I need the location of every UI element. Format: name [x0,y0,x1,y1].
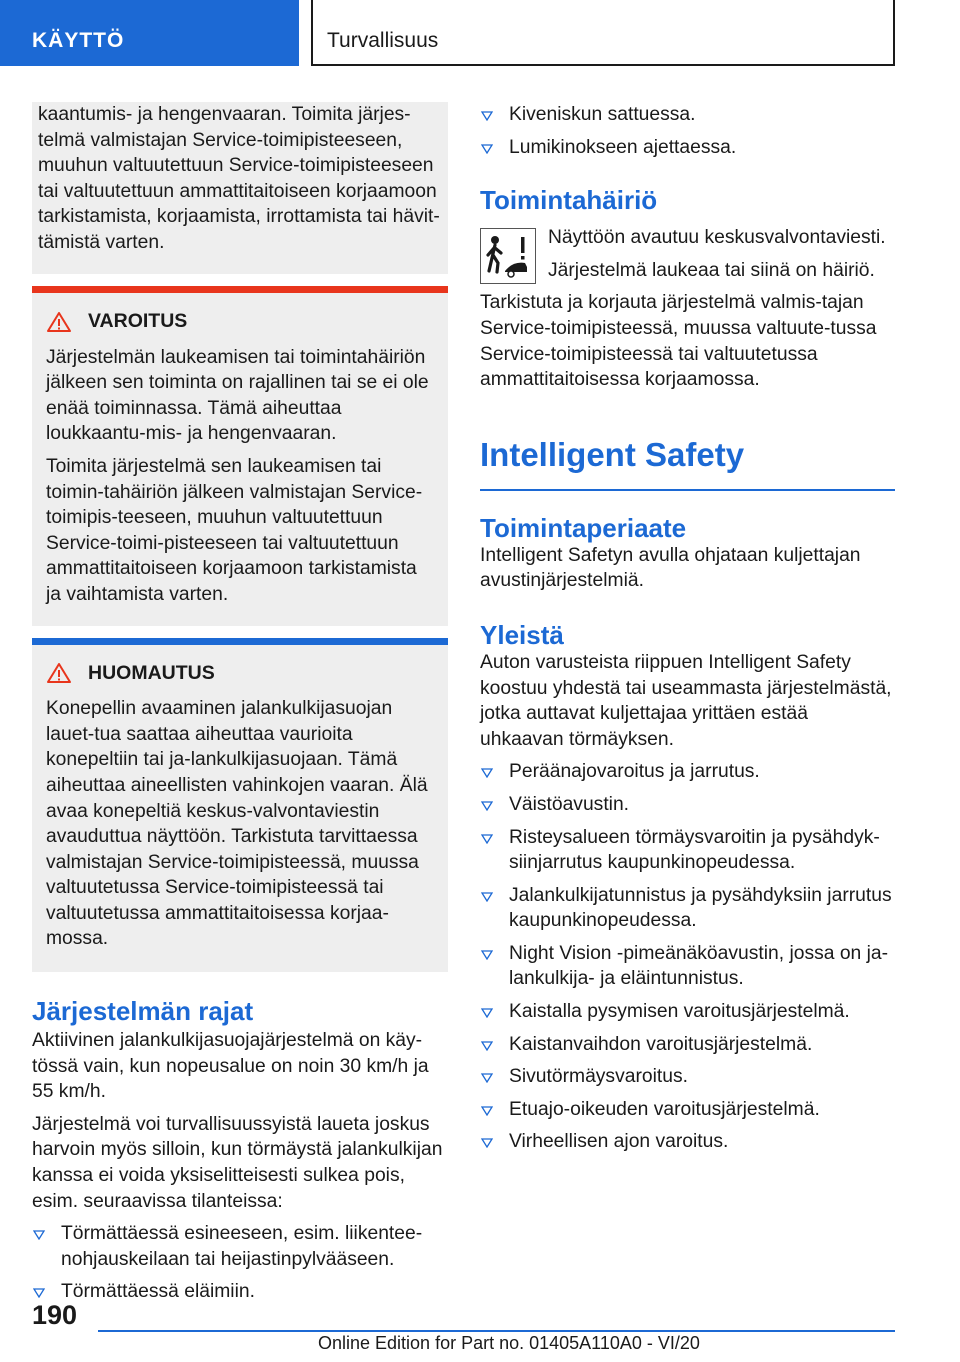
notice-title-row [40,645,440,697]
section-tab [0,0,299,66]
malfunction-block [480,225,895,393]
list-item: Peräänajovaroitus ja jarrutus. [480,759,895,785]
warning-triangle-icon [46,311,72,333]
chapter-tab [311,0,895,66]
notice-bar [32,638,448,645]
notice-box [32,638,448,973]
list-item: Etuajo-oikeuden varoitusjärjestelmä. [480,1097,895,1123]
triangle-bullet-icon [33,1230,45,1240]
systems-list [480,759,895,1155]
footer-divider [98,1330,895,1332]
list-item: Kiveniskun sattuessa. [480,102,895,128]
triangle-bullet-icon [481,768,493,778]
warning-title-row [40,293,440,345]
left-column [32,102,448,1305]
edition-text: Online Edition for Part no. 01405A110A0 - VI/20 [318,1333,700,1353]
triangle-bullet-icon [481,144,493,154]
page-number: 190 [32,1300,78,1330]
continued-line: muuhun valtuutettuun Service-toimipisteeseen [38,155,434,177]
list-item: Lumikinokseen ajettaessa. [480,135,895,161]
continued-line: tai valtuutettuun ammattitaitoiseen korjaamoon [38,180,437,202]
continued-line: tämistä varten. [38,231,165,253]
list-item: Kaistalla pysymisen varoitusjärjestelmä. [480,999,895,1025]
pedestrian-warning-indicator [480,228,536,284]
triangle-bullet-icon [481,1008,493,1018]
page-header [0,0,960,66]
principle-text: Intelligent Safetyn avulla ohjataan kuljettajan avustinjärjestelmiä. [480,544,861,592]
limits-text: Järjestelmä voi turvallisuussyistä laueta joskus harvoin myös silloin, kun törmäystä jalankulkijan kanssa ei voida yksiselitteisesti sulkea pois, esim. seuraavissa tilanteissa: [32,1113,443,1212]
list-item: Jalankulkijatunnistus ja pysähdyksiin jarrutus kaupunkinopeudessa. [480,883,895,934]
continued-line: kaantumis- ja hengenvaaran. Toimita järjes- [38,104,411,125]
malfunction-text: Järjestelmä laukeaa tai siinä on häiriö. [548,259,875,281]
warning-title: VAROITUS [88,310,188,332]
triangle-bullet-icon [481,950,493,960]
list-item: Risteysalueen törmäysvaroitin ja pysähdyk-siinjarrutus kaupunkinopeudessa. [480,825,895,876]
limits-heading: Järjestelmän rajat [32,996,254,1027]
list-item: Sivutörmäysvaroitus. [480,1064,895,1090]
triangle-bullet-icon [481,111,493,121]
triangle-bullet-icon [481,1106,493,1116]
triangle-bullet-icon [481,801,493,811]
malfunction-text: Näyttöön avautuu keskusvalvontaviesti. [548,227,886,249]
continued-warning-box [32,102,448,274]
continued-line: telmä valmistajan Service-toimipisteeseen, [38,129,403,151]
section-label: KÄYTTÖ [32,29,125,52]
list-item: Virheellisen ajon varoitus. [480,1129,895,1155]
triangle-bullet-icon [481,1041,493,1051]
right-column [480,102,895,1155]
page-footer [0,1300,960,1362]
limits-list [32,1221,448,1305]
list-item: Väistöavustin. [480,792,895,818]
warning-bar [32,286,448,293]
general-text: Auton varusteista riippuen Intelligent Safety koostuu yhdestä tai useammasta järjestelmästä, jotka auttavat kuljettajaa yrittäen estää uhkaavan törmäyksen. [480,651,892,750]
notice-triangle-icon [46,662,72,684]
triangle-bullet-icon [481,1073,493,1083]
notice-text: Konepellin avaaminen jalankulkijasuojan lauet-tua saattaa aiheuttaa vaurioita konepeltiin tai ja-lankulkijasuojaan. Tämä aiheuttaa aineellisten vahinkojen vaaran. Älä avaa konepeltiä keskus-valvontaviestin avauduttua näyttöön. Tarkistuta tarvittaessa valmistajan Service-toimipisteessä, muussa valtuutetussa Service-toimipisteessä tai valtuutetussa ammattitaitoisessa korjaa-mossa. [46,698,428,950]
continued-line: tarkistamista, korjaamista, irrottamista tai hävit- [38,206,440,228]
situations-list-continued [480,102,895,160]
triangle-bullet-icon [33,1288,45,1298]
warning-text: Järjestelmän laukeamisen tai toimintahäiriön jälkeen sen toiminta on rajallinen tai se ei ole enää toiminnassa. Tämä aiheuttaa loukkaantu-mis- ja hengenvaaran. [46,346,429,445]
notice-title: HUOMAUTUS [88,661,215,684]
pedestrian-protection-icon [483,231,533,281]
limits-text: Aktiivinen jalankulkijasuojajärjestelmä on käy-tössä vain, kun nopeusalue on noin 30 km/h ja 55 km/h. [32,1030,429,1103]
warning-box [32,286,448,626]
triangle-bullet-icon [481,1138,493,1148]
list-item: Törmättäessä eläimiin. [32,1279,448,1305]
list-item: Törmättäessä esineeseen, esim. liikentee-nohjauskeilaan tai heijastinpylvääseen. [32,1221,448,1272]
triangle-bullet-icon [481,834,493,844]
malfunction-heading: Toimintahäiriö [480,185,658,216]
intelligent-safety-heading-wrap [480,435,895,491]
intelligent-safety-heading: Intelligent Safety [480,435,745,473]
warning-text: Toimita järjestelmä sen laukeamisen tai toimin-tahäiriön jälkeen valmistajan Service-toimipis-teeseen, muuhun valtuutettuun Service-toimi-pisteeseen tai valtuutettuun ammattitaitoiseen korjaamoon tarkistamista ja vaihtamista varten. [46,455,423,605]
list-item: Kaistanvaihdon varoitusjärjestelmä. [480,1032,895,1058]
triangle-bullet-icon [481,892,493,902]
malfunction-text: Tarkistuta ja korjauta järjestelmä valmis-tajan Service-toimipisteessä, muussa valtuute-tussa Service-toimipisteessä tai valtuutetussa ammattitaitoisessa korjaamossa. [480,292,877,391]
principle-heading: Toimintaperiaate [480,512,687,543]
list-item: Night Vision -pimeänäköavustin, jossa on ja-lankulkija- ja eläintunnistus. [480,941,895,992]
general-heading: Yleistä [480,619,564,650]
chapter-label: Turvallisuus [327,29,439,52]
